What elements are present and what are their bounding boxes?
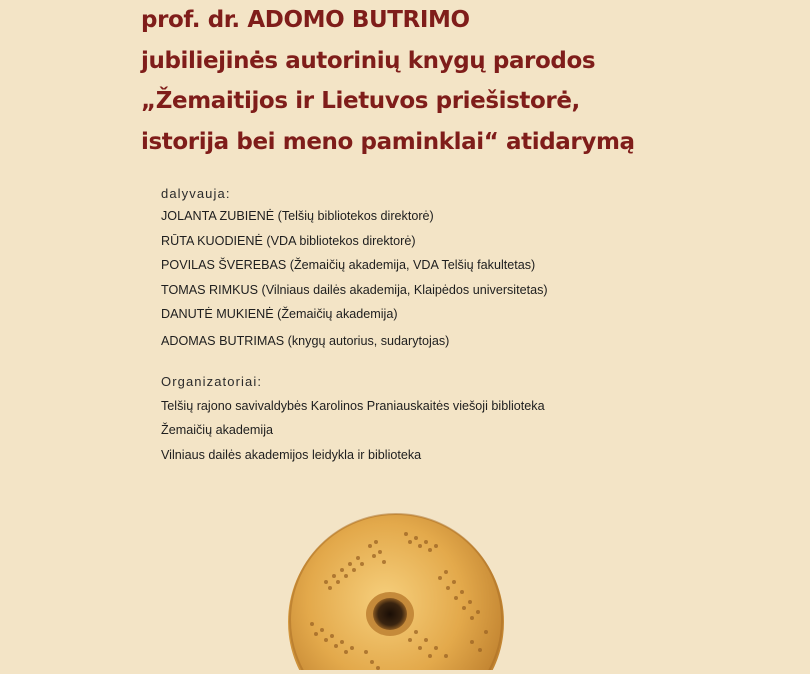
organizers-label: Organizatoriai: [161, 374, 263, 389]
organizer-item: Vilniaus dailės akademijos leidykla ir biblioteka [161, 448, 422, 462]
participant-item: ADOMAS BUTRIMAS (knygų autorius, sudarytojas) [161, 334, 450, 348]
heading-line-1: prof. dr. ADOMO BUTRIMO [141, 7, 470, 33]
participant-item: DANUTĖ MUKIENĖ (Žemaičių akademija) [161, 307, 398, 321]
organizer-item: Telšių rajono savivaldybės Karolinos Praniauskaitės viešoji biblioteka [161, 399, 545, 413]
organizer-item: Žemaičių akademija [161, 423, 273, 437]
participant-item: TOMAS RIMKUS (Vilniaus dailės akademija, Klaipėdos universitetas) [161, 283, 548, 297]
heading-line-3: „Žemaitijos ir Lietuvos priešistorė, [141, 88, 580, 114]
heading-line-4: istorija bei meno paminklai“ atidarymą [141, 128, 635, 155]
event-heading [141, 0, 635, 162]
participants-label: dalyvauja: [161, 186, 231, 201]
participant-item: RŪTA KUODIENĖ (VDA bibliotekos direktorė) [161, 234, 416, 248]
amber-disc-artifact-icon [286, 512, 506, 674]
heading-line-2: jubiliejinės autorinių knygų parodos [141, 47, 596, 74]
participant-item: POVILAS ŠVEREBAS (Žemaičių akademija, VDA Telšių fakultetas) [161, 258, 536, 272]
participant-item: JOLANTA ZUBIENĖ (Telšių bibliotekos direktorė) [161, 209, 434, 223]
